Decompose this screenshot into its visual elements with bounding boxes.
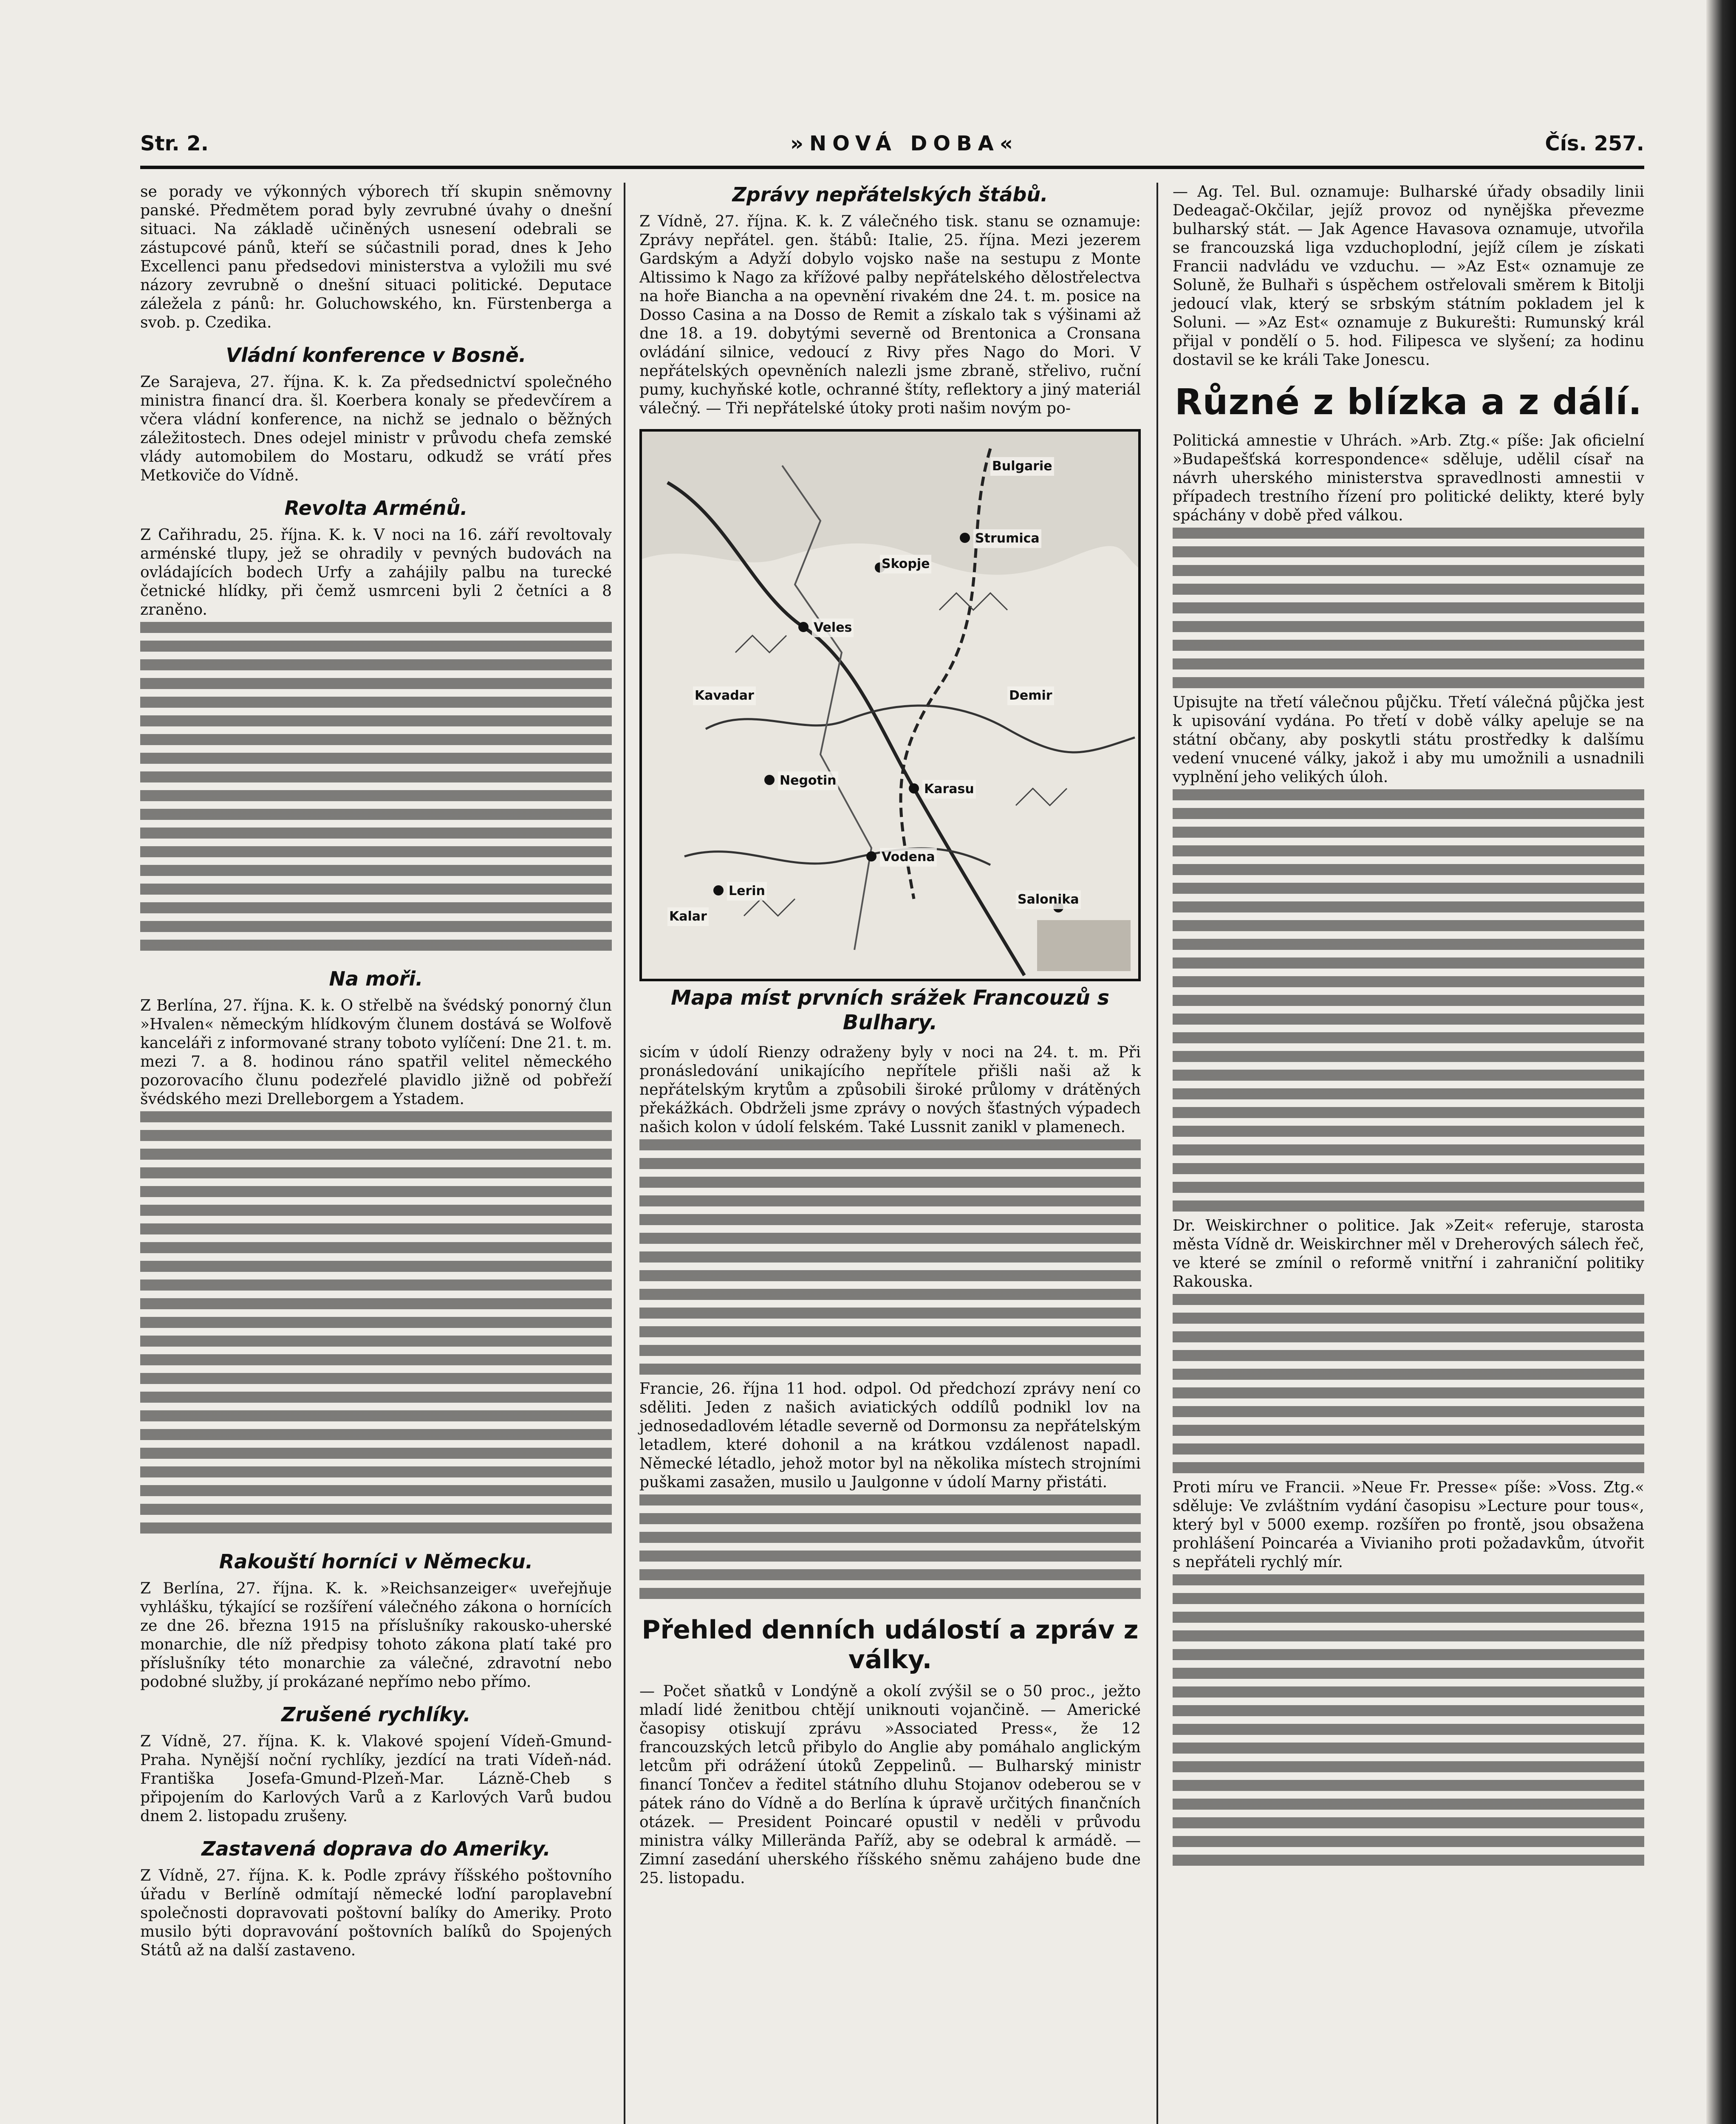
- map-figure: [639, 429, 1141, 981]
- map-label: Negotin: [778, 771, 838, 790]
- map-label: Strumica: [973, 529, 1041, 548]
- headline-na-mori: Na moři.: [329, 967, 423, 990]
- map-label: Kalar: [667, 907, 709, 926]
- page-binding-shadow: [1706, 0, 1736, 2124]
- article-text: Z Berlína, 27. října. K. k. O střelbě na švédský ponorný člun »Hvalen« německým hlídkovým člunem dostává se Wolfově kanceláři z informované strany toboto vylíčení: Dne 21. t. m. mezi 7. a 8. hodinou ráno spatřil velitel německého pozorovacího člunu podezřelé plavidlo jižně od pobřeží švédského mezi Drelleborgem a Ystadem.: [140, 997, 612, 1108]
- article-text: Z Berlína, 27. října. K. k. »Reichsanzeiger« uveřejňuje vyhlášku, týkající se rozšíření válečného zákona o hornících ze dne 26. března 1915 na příslušníky rakousko-uherské monarchie, dle níž předpisy tohoto zákona platí také pro příslušníky této monarchie za válečné, zdravotní nebo podobné služby, jí prokázané nepřímo nebo přímo.: [140, 1580, 612, 1691]
- article-text: Z Vídně, 27. října. K. k. Z válečného tisk. stanu se oznamuje: Zprávy nepřátel. gen. štábů: Italie, 25. října. Mezi jezerem Gardským a Adyží dobylo vojsko naše na sestupu z Monte Altissimo k Nago za křížové palby nepřátelského dělostřelectva na hoře Biancha a na opevnění rivakém dne 24. t. m. posice na Dosso Casina a na Dosso de Remit a získalo tak s výšinami až dne 18. a 19. dobytými severně od Brentonica a Cronsana ovládání silnice, vedoucí z Rivy přes Nago do Mori. V nepřátelských opevněních nalezli jsme zbraně, střelivo, ruční pumy, kuchyňské kotle, ochranné štíty, reflektory a jiný materiál válečný. — Tři nepřátelské útoky proti našim novým po-: [639, 213, 1141, 417]
- map-caption: Mapa míst prvních srážek Francouzů s Bulhary.: [670, 986, 1110, 1034]
- article-text: Dr. Weiskirchner o politice. Jak »Zeit« referuje, starosta města Vídně dr. Weiskirchner měl v Dreherových sálech řeč, ve které se zmínil o reformě vnitřní i zahraniční politiky Rakouska.: [1173, 1217, 1644, 1291]
- headline-zrusene-rychliky: Zrušené rychlíky.: [281, 1703, 471, 1726]
- article-text-block: [1173, 787, 1644, 1217]
- article-text: Politická amnestie v Uhrách. »Arb. Ztg.« píše: Jak oficielní »Budapešťská korrespondence« sděluje, udělil císař na návrh uherského ministerstva spravedlnosti amnestii v případech trestního řízení pro politické delikty, které byly spáchány v době před válkou.: [1173, 432, 1644, 524]
- map-label: Karasu: [922, 780, 976, 799]
- article-text: Upisujte na třetí válečnou půjčku. Třetí válečná půjčka jest k upisování vydána. Po třetí v době války apeluje se na státní občany, aby poskytli státu prostředky k dalšímu vedení vnucené války, jakož i aby mu umožnili a usnadnili vyplnění jeho velikých úloh.: [1173, 694, 1644, 786]
- headline-revolta-armenu: Revolta Arménů.: [284, 497, 468, 520]
- headline-rakousti-hornici: Rakouští horníci v Německu.: [219, 1550, 533, 1573]
- column-right: [1173, 183, 1644, 2124]
- article-text-block: [1173, 1291, 1644, 1478]
- article-text: — Počet sňatků v Londýně a okolí zvýšil se o 50 proc., ježto mladí lidé ženitbou chtějí uniknouti vojančině. — Americké časopisy otiskují zprávu »Associated Press«, že 12 francouzských letců přibylo do Anglie aby pomáhalo anglickým letcům při odrážení útoků Zeppelinů. — Bulharský ministr financí Tončev a ředitel státního dluhu Stojanov odeberou se v pátek ráno do Vídně a do Berlína k úpravě určitých finančních otázek. — President Poincaré opustil v neděli v průvodu ministra války Millerända Paříž, aby se odebral k armádě. — Zimní zasedání uherského říšského sněmu zahájeno bude dne 25. listopadu.: [639, 1683, 1141, 1887]
- headline-zastavena-doprava: Zastavená doprava do Ameriky.: [201, 1837, 551, 1860]
- article-text-block: [140, 1109, 612, 1539]
- column-left: [140, 183, 612, 2124]
- headline-zpravy-nepratelskych-stabu: Zprávy nepřátelských štábů.: [732, 183, 1048, 206]
- page-number: Str. 2.: [140, 132, 209, 155]
- map-label: Bulgarie: [990, 457, 1054, 476]
- column-divider: [1156, 183, 1158, 2124]
- map-label: Kavadar: [693, 686, 756, 705]
- issue-number: Čís. 257.: [1545, 132, 1644, 155]
- column-divider: [624, 183, 625, 2124]
- article-text-block: [639, 1137, 1141, 1380]
- map-label: Skopje: [880, 555, 931, 573]
- article-text: Z Cařihradu, 25. října. K. k. V noci na 16. září revoltovaly arménské tlupy, jež se ohradily v pevných budovách na ovládajících bodech Urfy a zahájily palbu na turecké četnické hlídky, při čemž usmrceni byli 2 četníci a 8 zraněno.: [140, 526, 612, 619]
- article-continuation: se porady ve výkonných výborech tří skupin sněmovny panské. Předmětem porad byly zevrubné úvahy o dnešní situaci. Na základě učiněných usnesení odebrali se zástupcové pánů, kteří se súčastnili porad, dnes k Jeho Excellenci panu předsedovi ministerstva a vyložili mu své názory zevrubně o dnešní situaci politické. Deputace záležela z pánů: hr. Goluchowského, kn. Fürstenberga a svob. p. Czedika.: [140, 183, 612, 331]
- article-text-block: [1173, 525, 1644, 693]
- headline-vladni-konference: Vládní konference v Bosně.: [226, 344, 526, 367]
- map-label: Lerin: [727, 882, 767, 901]
- page-header: [140, 127, 1644, 169]
- column-middle: [639, 183, 1141, 2124]
- map-label: Salonika: [1016, 890, 1081, 909]
- article-text: Z Vídně, 27. října. K. k. Vlakové spojení Vídeň-Gmund-Praha. Nynější noční rychlíky, jezdící na trati Vídeň-nád. Františka Josefa-Gmund-Plzeň-Mar. Lázně-Cheb s připojením do Karlových Varů a z Karlových Varů budou dnem 2. listopadu zrušeny.: [140, 1733, 612, 1825]
- map-label: Demir: [1007, 686, 1054, 705]
- article-text: Ze Sarajeva, 27. října. K. k. Za předsednictví společného ministra financí dra. šl. Koerbera konaly se předevčírem a včera vládní konference, na nichž se jednalo o běžných záležitostech. Dnes odejel ministr v průvodu chefa zemské vlády automobilem do Mostaru, odkudž se vrátí přes Metkoviče do Vídně.: [140, 373, 612, 484]
- map-label: Veles: [812, 619, 854, 637]
- article-text: Z Vídně, 27. října. K. k. Podle zprávy říšského poštovního úřadu v Berlíně odmítají německé loďní paroplavební společnosti dopravovati poštovní balíky do Ameriky. Proto musilo býti dopravování poštovních balíků do Spojených Států až na další zastaveno.: [140, 1867, 612, 1959]
- newspaper-title: »NOVÁ DOBA«: [790, 132, 1019, 155]
- article-text: sicím v údolí Rienzy odraženy byly v noci na 24. t. m. Při pronásledování unikajícího nepřítele přišli naši až k nepřátelským krytům a způsobili široké průlomy v drátěných překážkách. Obdrželi jsme zprávy o nových šťastných výpadech našich kolon v údolí felském. Také Lussnit zanikl v plamenech.: [639, 1044, 1141, 1136]
- article-text-block: [1173, 1572, 1644, 1871]
- article-text: Proti míru ve Francii. »Neue Fr. Presse« píše: »Voss. Ztg.« sděluje: Ve zvláštním vydání časopisu »Lecture pour tous«, který byl v 5000 exemp. rozšířen po frontě, jsou obsažena prohlášení Poincaréa a Vivianiho proti požadavkům, útvořit s nepřáteli rychlý mír.: [1173, 1479, 1644, 1571]
- article-text: — Ag. Tel. Bul. oznamuje: Bulharské úřady obsadily linii Dedeagač-Okčilar, jejíž provoz od nynějška převezme bulharský stát. — Jak Agence Havasova oznamuje, utvořila se francouzská liga vzduchoplodní, jejíž cílem je získati Francii nadvládu ve vzduchu. — »Az Est« oznamuje ze Soluně, že Bulhaři s úspěchem ostřelovali směrem k Bitolji jedoucí vlak, který se srbským státním pokladem jel k Soluni. — »Az Est« oznamuje z Bukurešti: Rumunský král přijal v pondělí o 5. hod. Filipesca ve slyšení; za hodinu dostavil se ke králi Take Jonescu.: [1173, 183, 1644, 369]
- map-label: Vodena: [880, 848, 937, 867]
- headline-ruzne-z-blizka: Různé z blízka a z dálí.: [1174, 381, 1643, 423]
- headline-prehled-dennich-udalosti: Přehled denních událostí a zpráv z války.: [642, 1615, 1139, 1675]
- article-text-block: [140, 619, 612, 956]
- article-text-block: [639, 1492, 1141, 1604]
- article-text: Francie, 26. října 11 hod. odpol. Od předchozí zprávy není co sděliti. Jeden z našich aviatických oddílů podnikl lov na jednosedadlovém létadle severně od Dormonsu za nepřátelským letadlem, které dohonil a na krátkou vzdálenost napadl. Německé létadlo, jehož motor byl na několika místech strojními puškami zasažen, musilo u Jaulgonne v údolí Marny přistáti.: [639, 1380, 1141, 1491]
